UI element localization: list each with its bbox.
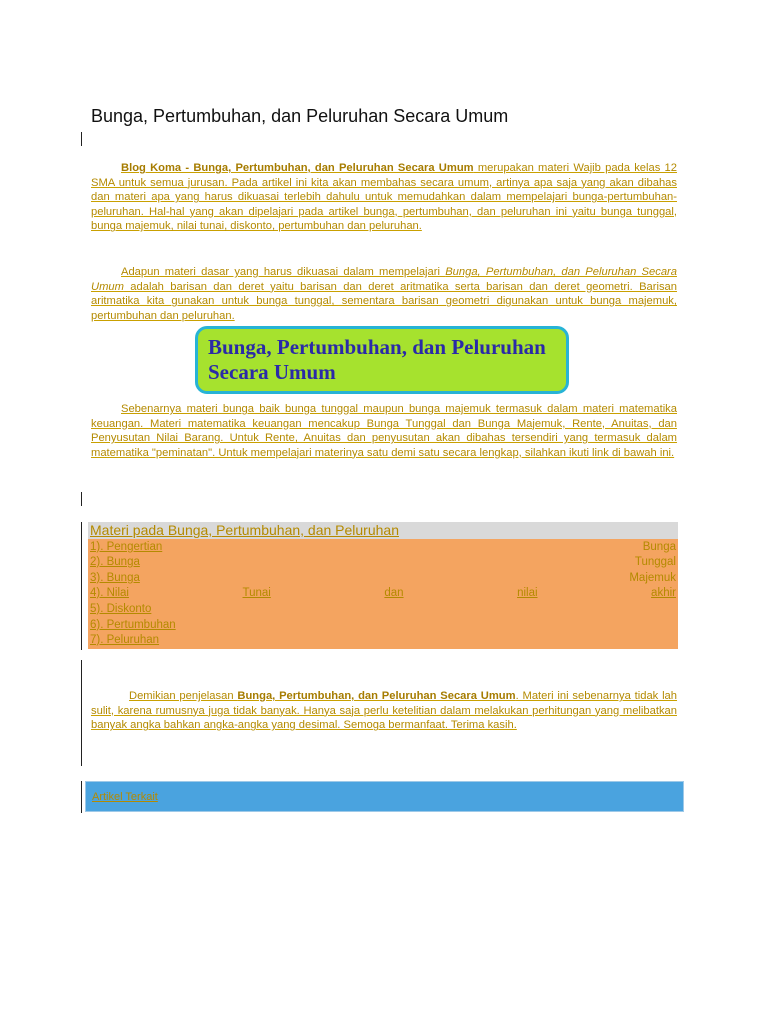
para3-text: Sebenarnya materi bunga baik bunga tunggal maupun bunga majemuk termasuk dalam materi matematika keuangan. Materi matematika keuangan mencakup Bunga Tunggal dan Bunga Majemuk, Rente, Anuitas, dan Penyusutan Nilai Barang. Untuk Rente, Anuitas dan penyusutan akan dibahas tersendiri yang termasuk dalam matematika "peminatan". Untuk mempelajari materinya satu demi satu secara lengkap, silahkan ikuti link di bawah ini. <box>91 403 677 459</box>
banner-line-2: Secara Umum <box>208 360 336 384</box>
page-title: Bunga, Pertumbuhan, dan Peluruhan Secara Umum <box>91 106 509 126</box>
list-item-label: 7). Peluruhan <box>90 634 160 646</box>
list-item[interactable] <box>90 618 676 633</box>
para2-text: adalah barisan dan deret yaitu barisan dan deret aritmatika serta barisan dan deret geometri. Barisan aritmatika kita gunakan untuk bunga tunggal, sementara barisan geometri digunakan untuk bunga majemuk, pertumbuhan dan peluruhan. <box>91 280 677 322</box>
list-item-end: Tunggal <box>634 556 676 568</box>
materi-heading: Materi pada Bunga, Pertumbuhan, dan Peluruhan <box>88 522 678 539</box>
related-articles-link[interactable]: Artikel Terkait <box>92 791 158 803</box>
basic-material-paragraph <box>91 265 677 323</box>
related-articles-bar[interactable] <box>85 781 684 812</box>
list-item[interactable] <box>90 586 676 601</box>
list-item-label: 1). Pengertian <box>90 541 163 553</box>
para2-lead: Adapun materi dasar yang harus dikuasai dalam mempelajari <box>121 266 446 278</box>
list-item[interactable] <box>90 540 676 555</box>
banner-line-1: Bunga, Pertumbuhan, dan Peluruhan <box>208 335 546 359</box>
list-item-label: 2). Bunga <box>90 556 140 568</box>
section-divider <box>81 781 82 813</box>
list-item-label: 5). Diskonto <box>90 603 152 615</box>
intro-text: merupakan materi Wajib pada kelas 12 SMA untuk semua jurusan. Pada artikel ini kita akan membahas secara umum, artinya apa saja yang akan dibahas dan materi apa yang harus dikuasai terlebih dahulu untuk memudahkan dalam mempelajari bunga-pertumbuhan-peluruhan. Hal-hal yang akan dipelajari pada artikel bunga, pertumbuhan, dan peluruhan ini yaitu bunga tunggal, bunga majemuk, nilai tunai, diskonto, pertumbuhan dan peluruhan. <box>91 162 677 233</box>
blog-link[interactable]: Blog Koma - Bunga, Pertumbuhan, dan Peluruhan Secara Umum <box>121 162 474 174</box>
list-item-end: Majemuk <box>629 572 676 584</box>
list-item[interactable] <box>90 571 676 586</box>
closing-bold: Bunga, Pertumbuhan, dan Peluruhan Secara Umum <box>237 690 516 702</box>
list-item-label: 3). Bunga <box>90 572 140 584</box>
closing-lead: Demikian penjelasan <box>129 690 238 702</box>
list-item[interactable] <box>90 602 676 617</box>
intro-paragraph <box>91 161 677 234</box>
list-word: nilai <box>517 587 538 599</box>
finance-paragraph <box>91 402 677 460</box>
list-word: akhir <box>651 587 676 599</box>
list-item-end: Bunga <box>642 541 676 553</box>
section-divider <box>81 660 82 766</box>
title-banner-image <box>195 326 569 394</box>
list-word: dan <box>384 587 404 599</box>
closing-paragraph <box>91 689 677 733</box>
section-divider <box>81 522 82 650</box>
closing-text: . Materi ini sebenarnya tidak lah sulit, karena rumusnya juga tidak banyak. Hanya saja perlu ketelitian dalam melakukan perhitungan yang melibatkan banyak angka bahkan angka-angka yang desimal. Semoga bermanfaat. Terima kasih. <box>91 690 678 732</box>
list-word: 4). Nilai <box>90 587 129 599</box>
list-item-label: 6). Pertumbuhan <box>90 619 176 631</box>
list-item[interactable] <box>90 555 676 570</box>
list-item[interactable] <box>90 633 676 648</box>
cursor-bar <box>81 492 82 506</box>
cursor-bar <box>81 132 82 146</box>
list-word: Tunai <box>242 587 271 599</box>
para2-italic: Bunga, Pertumbuhan, dan Peluruhan Secara Umum <box>91 266 677 293</box>
materi-list <box>88 539 678 649</box>
